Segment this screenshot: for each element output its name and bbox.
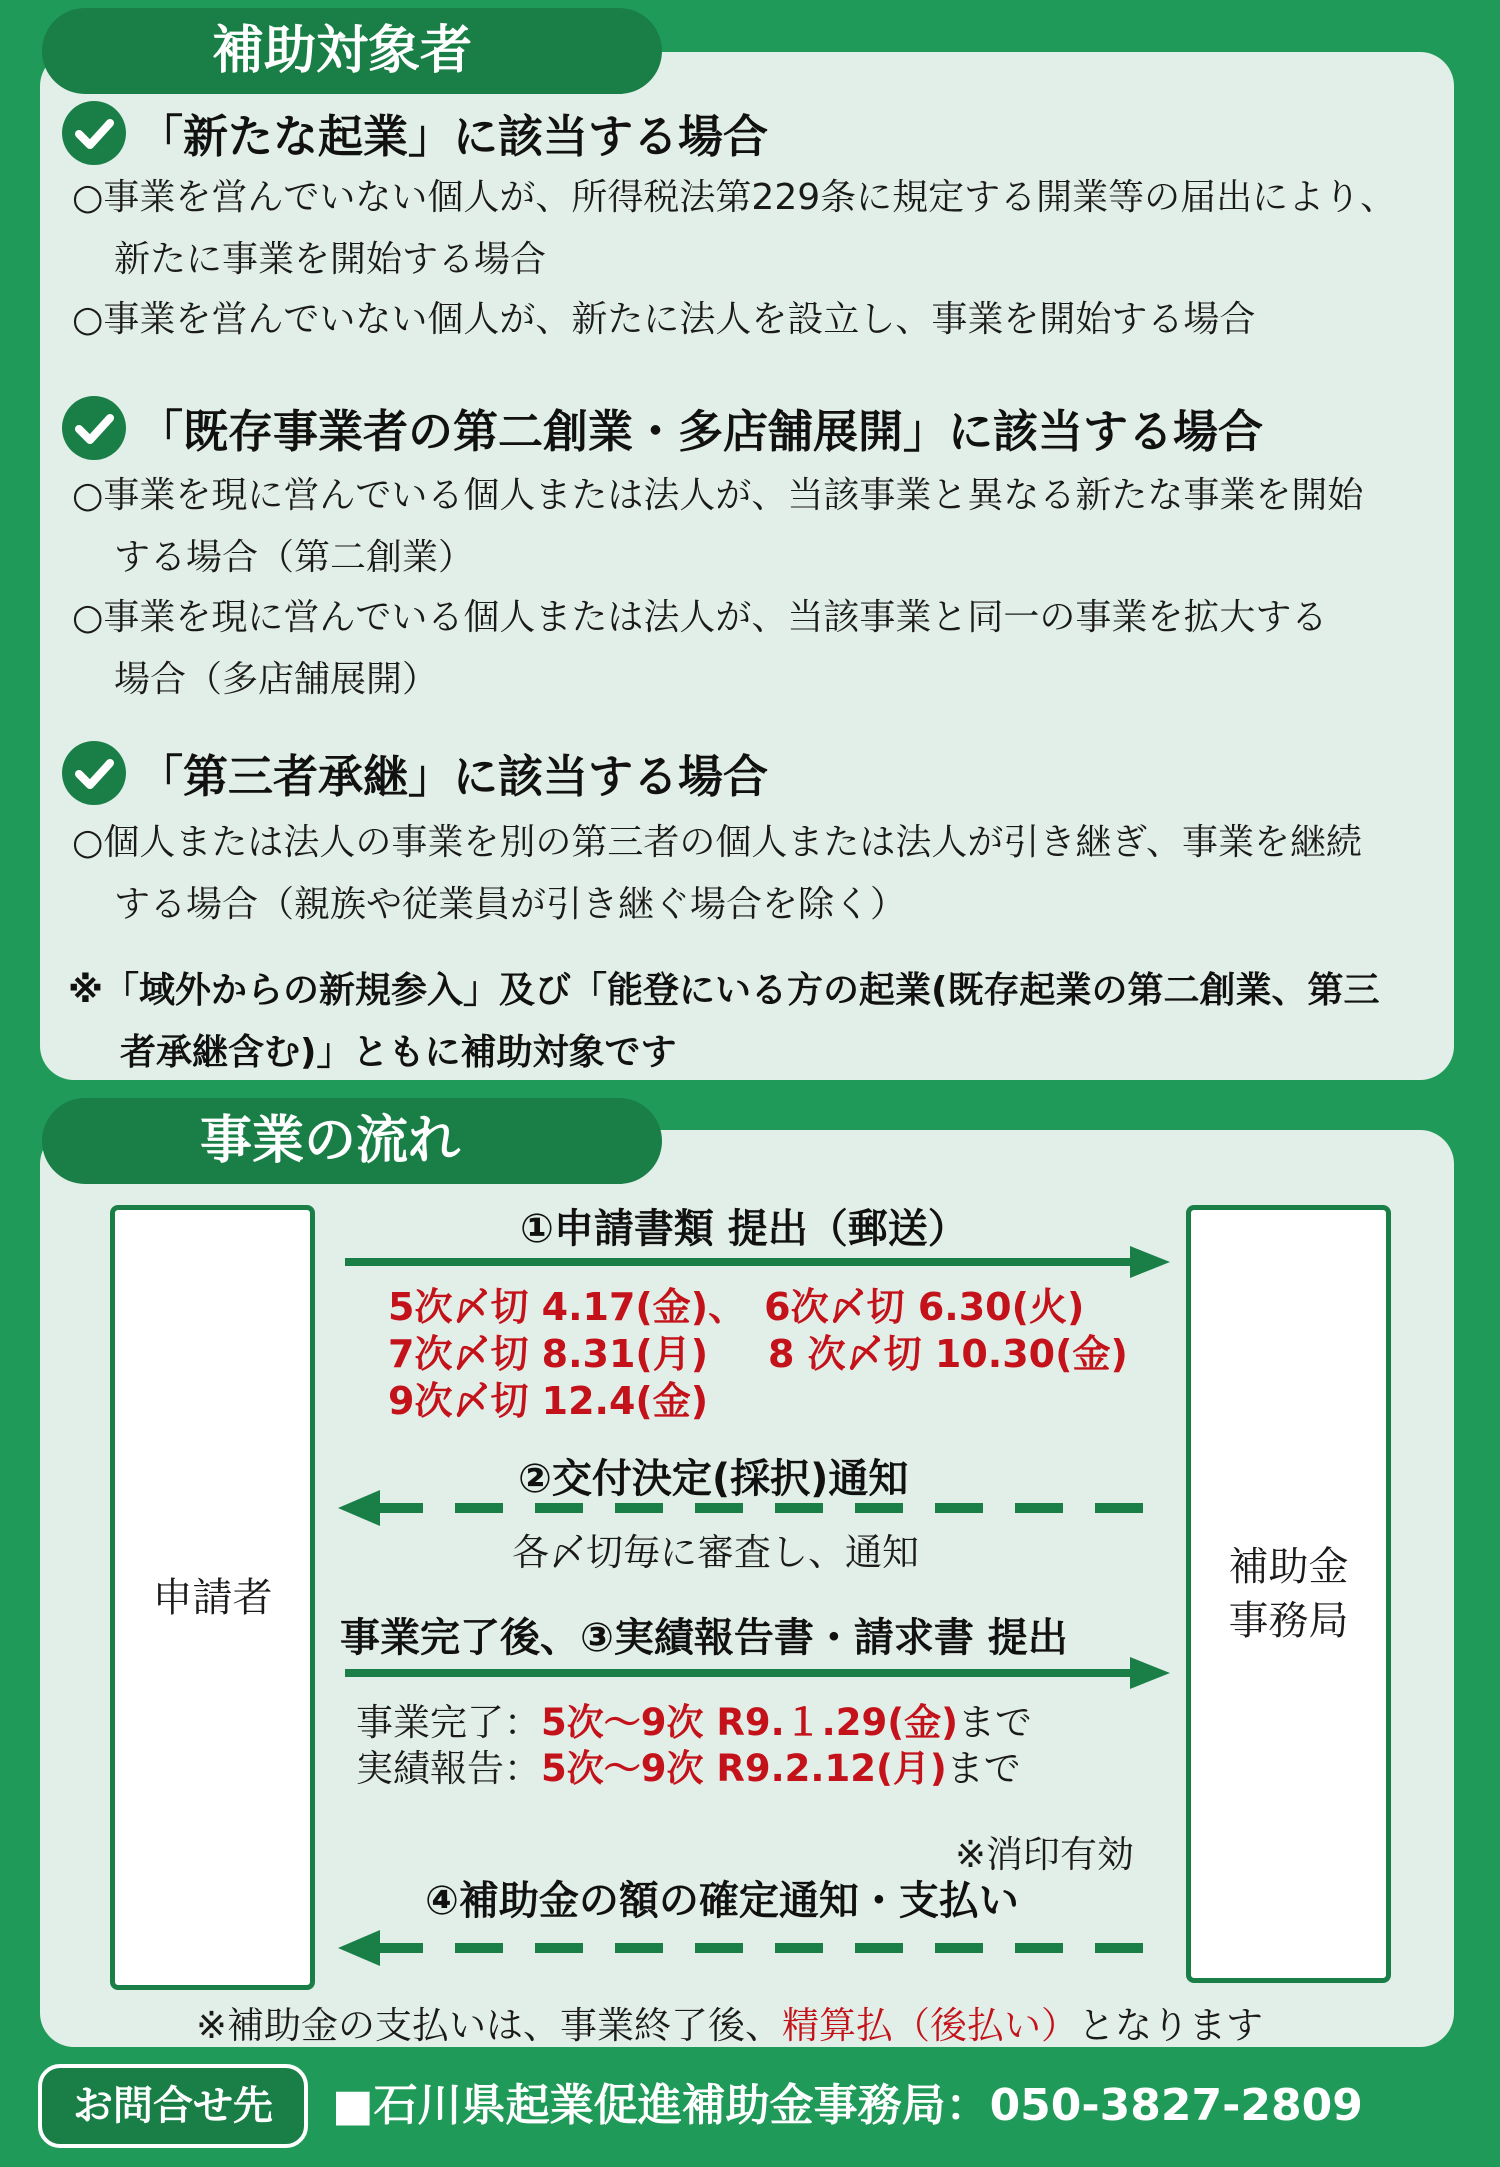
list-item: ○事業を営んでいない個人が、新たに法人を設立し、事業を開始する場合	[72, 299, 1256, 340]
list-item: ○事業を現に営んでいる個人または法人が、当該事業と同一の事業を拡大する 場合（多店舗展開）	[72, 597, 1328, 700]
payment-footnote: ※補助金の支払いは、事業終了後、精算払（後払い）となります	[196, 2004, 1264, 2047]
completion-deadline: 事業完了：5次～9次 R9.１.29(金)まで	[356, 1701, 1033, 1744]
applicant-box: 申請者	[110, 1205, 315, 1990]
check-icon	[62, 396, 126, 460]
contact-label: お問合せ先	[38, 2064, 308, 2148]
step4-label: ④補助金の額の確定通知・支払い	[425, 1878, 1019, 1924]
report-deadline: 実績報告：5次～9次 R9.2.12(月)まで	[356, 1747, 1021, 1790]
step2-label: ②交付決定(採択)通知	[518, 1456, 909, 1502]
contact-text: ■石川県起業促進補助金事務局：050-3827-2809	[332, 2080, 1363, 2131]
deadline-row: 5次〆切 4.17(金)、 6次〆切 6.30(火)	[388, 1285, 1085, 1329]
eligibility-heading: 補助対象者	[42, 8, 622, 94]
section-title-text: 「新たな起業」に該当する場合	[138, 110, 769, 163]
flow-heading: 事業の流れ	[42, 1098, 622, 1184]
deadline-row: 7次〆切 8.31(月) 8 次〆切 10.30(金)	[388, 1332, 1128, 1376]
list-item: ○事業を営んでいない個人が、所得税法第229条に規定する開業等の届出により、 新たに事業を開始する場合	[72, 177, 1397, 280]
step3-label: 事業完了後、③実績報告書・請求書 提出	[340, 1615, 1068, 1661]
list-item: ○個人または法人の事業を別の第三者の個人または法人が引き継ぎ、事業を継続 する場合（親族や従業員が引き継ぐ場合を除く）	[72, 822, 1362, 925]
arrow-right-solid	[0, 1653, 1200, 1693]
arrow-right-solid	[0, 1242, 1200, 1282]
deadline-row: 9次〆切 12.4(金)	[388, 1379, 709, 1423]
subsidy-office-box: 補助金 事務局	[1186, 1205, 1391, 1983]
check-icon	[62, 101, 126, 165]
section-title-second-founding	[62, 395, 1263, 460]
arrow-left-dashed	[0, 1928, 1200, 1968]
check-icon	[62, 741, 126, 805]
section-title-new-startup	[62, 100, 768, 165]
list-item: ○事業を現に営んでいる個人または法人が、当該事業と異なる新たな事業を開始 する場合（第二創業）	[72, 475, 1364, 578]
postmark-note: ※消印有効	[955, 1833, 1135, 1876]
section-title-text: 「第三者承継」に該当する場合	[138, 750, 769, 803]
section-title-third-party-succession	[62, 740, 768, 805]
section-title-text: 「既存事業者の第二創業・多店舗展開」に該当する場合	[138, 405, 1264, 458]
step1-label: ①申請書類 提出（郵送）	[520, 1206, 968, 1252]
step2-sub: 各〆切毎に審査し、通知	[512, 1531, 919, 1574]
eligibility-note: ※「域外からの新規参入」及び「能登にいる方の起業(既存起業の第二創業、第三 者承継含む)」ともに補助対象です	[68, 970, 1380, 1073]
